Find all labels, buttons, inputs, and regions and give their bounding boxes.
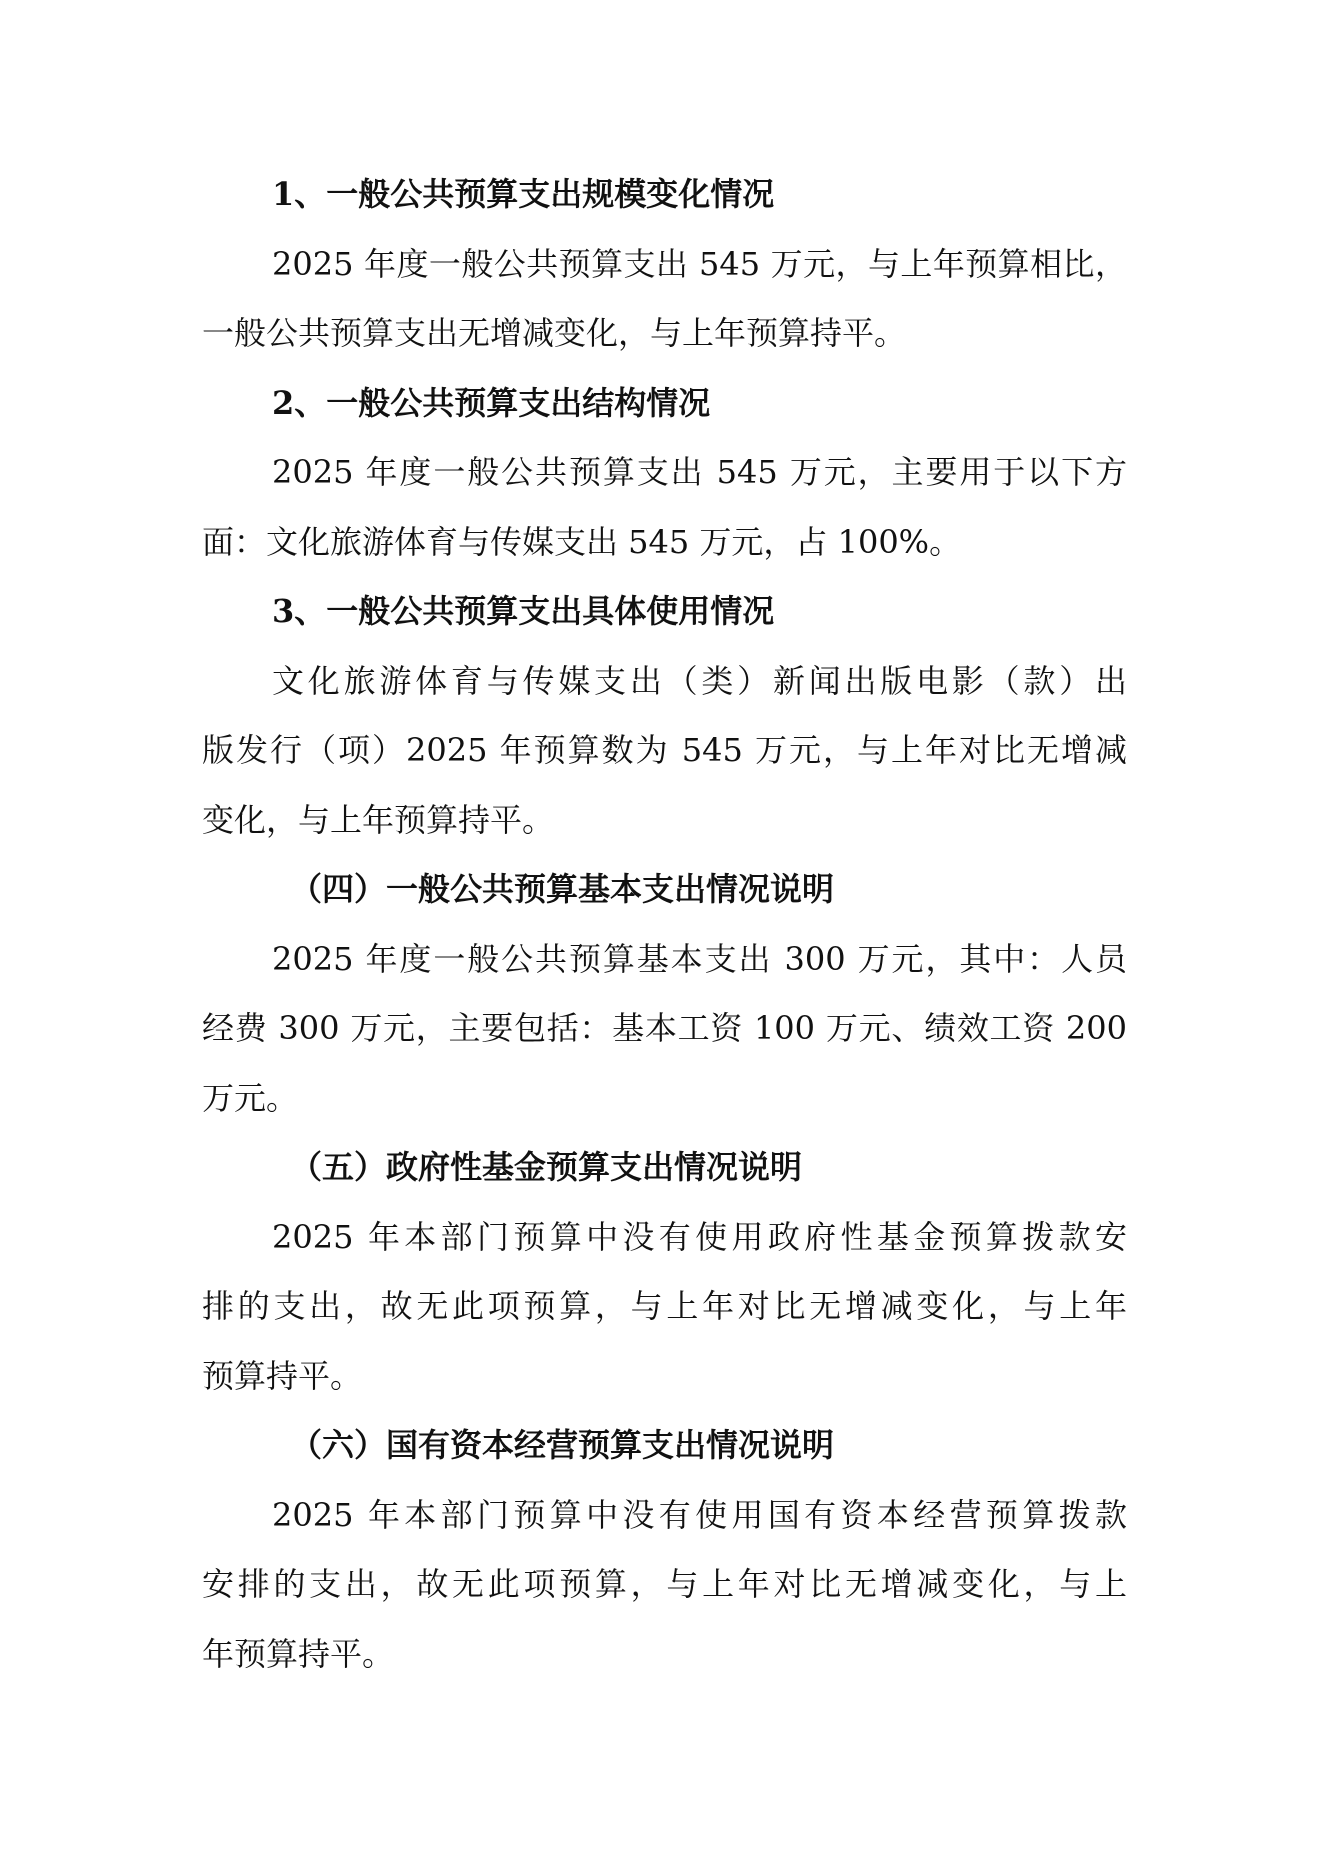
paragraph-line: 版发行（项）2025 年预算数为 545 万元，与上年对比无增减	[202, 731, 1127, 769]
section-heading-2: 2、一般公共预算支出结构情况	[272, 383, 711, 422]
paragraph-line: 年预算持平。	[202, 1634, 395, 1673]
section-heading-1: 1、一般公共预算支出规模变化情况	[272, 175, 775, 213]
paragraph-line: 预算持平。	[202, 1356, 363, 1395]
paragraph-line: 文化旅游体育与传媒支出（类）新闻出版电影（款）出	[272, 661, 1127, 700]
paragraph-line: 2025 年度一般公共预算基本支出 300 万元，其中：人员	[272, 939, 1127, 978]
paragraph-line: 变化，与上年预算持平。	[202, 800, 555, 839]
paragraph-line: 万元。	[202, 1078, 299, 1117]
paragraph-line: 2025 年度一般公共预算支出 545 万元，与上年预算相比，	[272, 244, 1127, 283]
section-heading-6: （六）国有资本经营预算支出情况说明	[290, 1426, 835, 1464]
section-heading-4: （四）一般公共预算基本支出情况说明	[290, 870, 835, 908]
paragraph-line: 面：文化旅游体育与传媒支出 545 万元，占 100%。	[202, 522, 962, 561]
paragraph-line: 经费 300 万元，主要包括：基本工资 100 万元、绩效工资 200	[202, 1009, 1127, 1047]
section-heading-3: 3、一般公共预算支出具体使用情况	[272, 592, 775, 630]
section-heading-5: （五）政府性基金预算支出情况说明	[290, 1148, 803, 1186]
paragraph-line: 一般公共预算支出无增减变化，与上年预算持平。	[202, 314, 907, 352]
paragraph-line: 2025 年度一般公共预算支出 545 万元，主要用于以下方	[272, 453, 1127, 491]
paragraph-line: 安排的支出，故无此项预算，与上年对比无增减变化，与上	[202, 1565, 1127, 1603]
document-page	[202, 160, 1127, 1689]
paragraph-line: 2025 年本部门预算中没有使用政府性基金预算拨款安	[272, 1217, 1127, 1256]
paragraph-line: 2025 年本部门预算中没有使用国有资本经营预算拨款	[272, 1495, 1127, 1534]
paragraph-line: 排的支出，故无此项预算，与上年对比无增减变化，与上年	[202, 1287, 1127, 1325]
